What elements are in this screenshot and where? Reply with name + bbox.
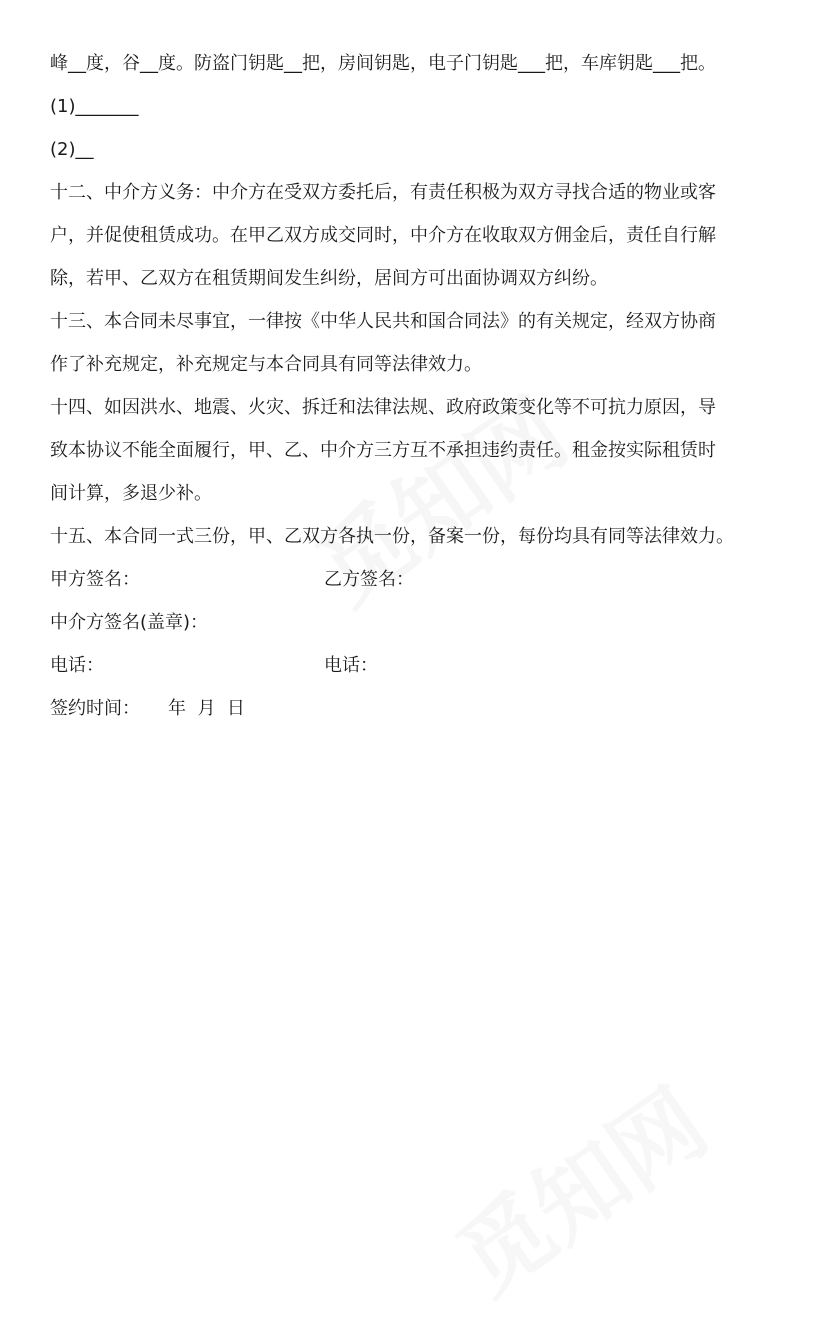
date-value: 年 月 日	[168, 698, 245, 719]
signature-row-phone	[50, 654, 790, 678]
clause-12-line-2: 户，并促使租赁成功。在甲乙双方成交同时，中介方在收取双方佣金后，责任自行解	[50, 225, 716, 246]
clause-13-line-2: 作了补充规定，补充规定与本合同具有同等法律效力。	[50, 354, 482, 375]
signature-row-agent	[50, 611, 790, 635]
clause-12-line-1: 十二、中介方义务：中介方在受双方委托后，有责任积极为双方寻找合适的物业或客	[50, 182, 716, 203]
phone-b-label: 电话：	[324, 655, 378, 676]
keys-line: 峰__度，谷__度。防盗门钥匙__把，房间钥匙，电子门钥匙___把，车库钥匙___把。	[50, 53, 716, 74]
agent-signature-label: 中介方签名(盖章)：	[50, 612, 209, 633]
signature-row-date	[50, 697, 790, 721]
blank-item-2: (2)__	[50, 139, 94, 160]
watermark-bottom	[427, 1053, 729, 1319]
blank-item-1: (1)_______	[50, 96, 139, 117]
clause-14-line-1: 十四、如因洪水、地震、火灾、拆迁和法律法规、政府政策变化等不可抗力原因，导	[50, 397, 716, 418]
contract-page	[50, 52, 790, 721]
date-label: 签约时间：	[50, 698, 140, 719]
party-a-signature-label: 甲方签名：	[50, 569, 140, 590]
clause-13-line-1: 十三、本合同未尽事宜，一律按《中华人民共和国合同法》的有关规定，经双方协商	[50, 311, 716, 332]
phone-a-label: 电话：	[50, 655, 104, 676]
clause-14-line-2: 致本协议不能全面履行，甲、乙、中介方三方互不承担违约责任。租金按实际租赁时	[50, 440, 716, 461]
signature-row-parties	[50, 568, 790, 592]
clause-15: 十五、本合同一式三份，甲、乙双方各执一份，备案一份，每份均具有同等法律效力。	[50, 526, 734, 547]
clause-14-line-3: 间计算，多退少补。	[50, 483, 212, 504]
clause-12-line-3: 除，若甲、乙双方在租赁期间发生纠纷，居间方可出面协调双方纠纷。	[50, 268, 608, 289]
party-b-signature-label: 乙方签名：	[324, 569, 414, 590]
